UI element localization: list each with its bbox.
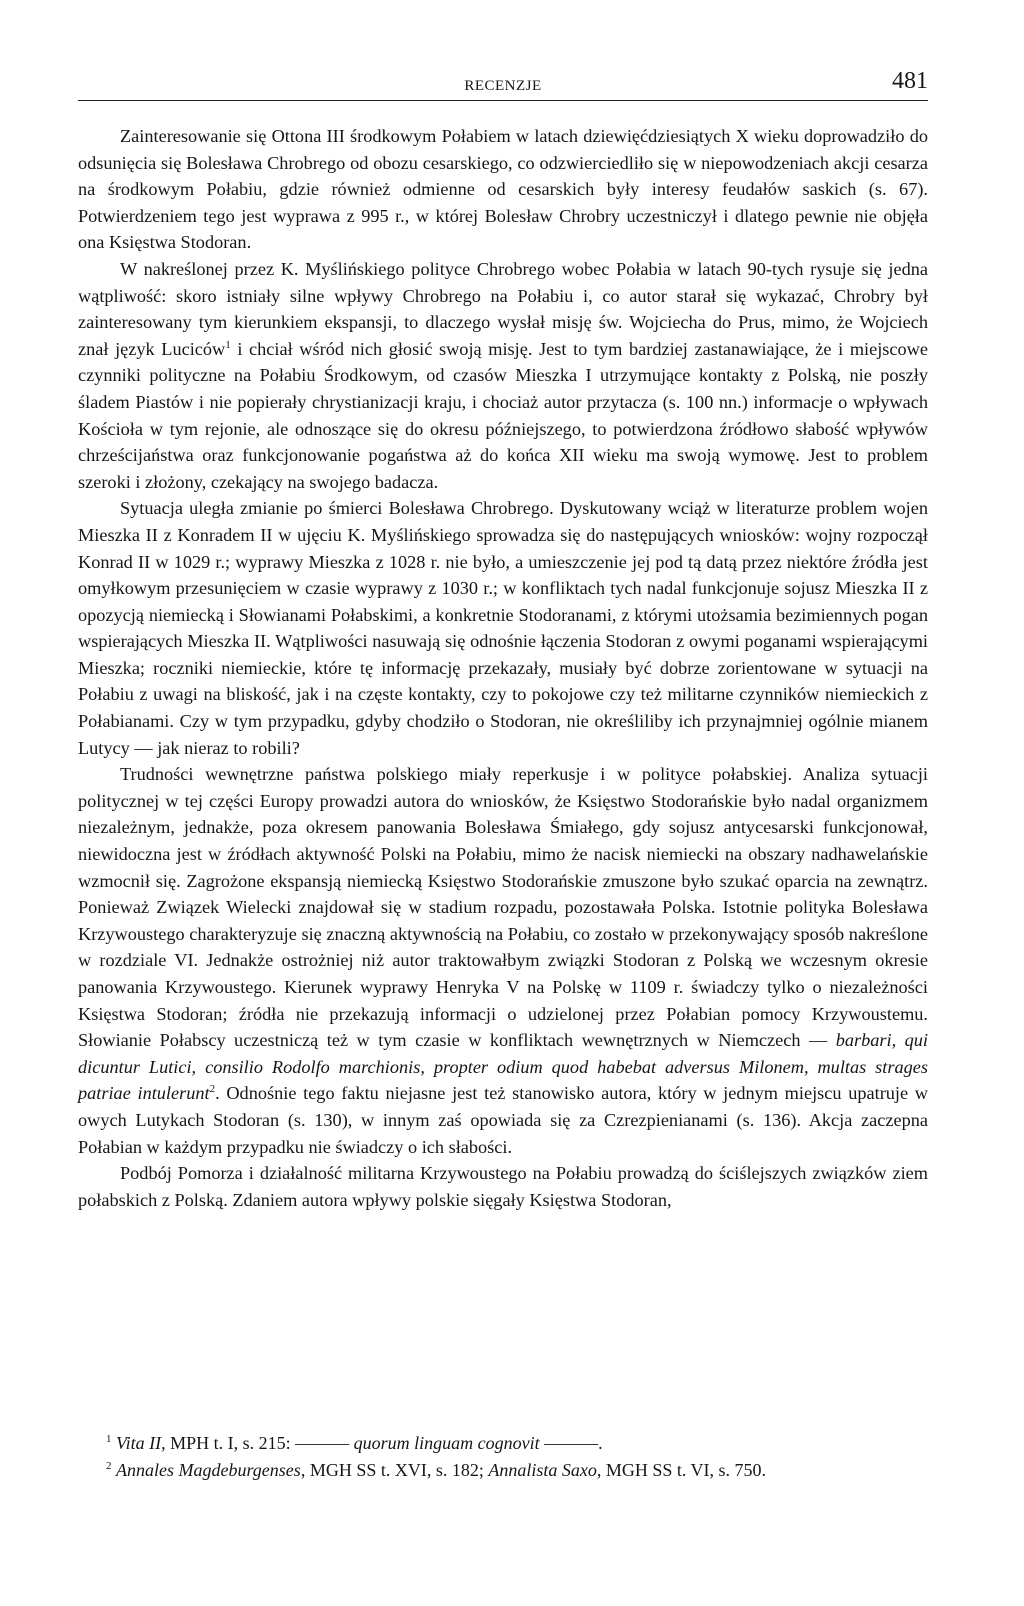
text-run: Sytuacja uległa zmianie po śmierci Bolesława Chrobrego. Dyskutowany wciąż w literaturze problem wojen Mieszka II z Konradem II w ujęciu K. Myślińskiego sprowadza się do następujących wniosków: wojny rozpoczął Konrad II w 1029 r.; wyprawy Mieszka z 1028 r. nie było, a umieszczenie jej pod tą datą przez niektóre źródła jest omyłkowym przesunięciem w czasie wyprawy z 1030 r.; w konfliktach tych nadal funkcjonuje sojusz Mieszka II z opozycją niemiecką i Słowianami Połabskimi, a konkretnie Stodoranami, z którymi utożsamia bezimiennych pogan wspierających Mieszka II. Wątpliwości nasuwają się odnośnie łączenia Stodoran z owymi poganami wspierającymi Mieszka; roczniki niemieckie, które tę informację przekazały, musiały być dobrze zorientowane w sytuacji na Połabiu z uwagi na bliskość, jak i na częste kontakty, czy to pokojowe czy też militarne czynników niemieckich z Połabianami. Czy w tym przypadku, gdyby chodziło o Stodoran, nie określiliby ich przynajmniej ogólnie mianem Lutycy — jak nieraz to robili? — [78, 498, 928, 758]
paragraph — [78, 495, 928, 761]
footnote-marker: 1 — [106, 1433, 112, 1445]
text-run: . Odnośnie tego faktu niejasne jest też stanowisko autora, który w jednym miejscu upatruje w owych Lutykach Stodoran (s. 130), w innym zaś opowiada się za Czrezpienianami (s. 136). Akcja zaczepna Połabian w każdym przypadku nie świadczy o ich słabości. — [78, 1083, 928, 1157]
footnotes — [78, 1430, 928, 1484]
text-run: Podbój Pomorza i działalność militarna Krzywoustego na Połabiu prowadzą do ściślejszych związków ziem połabskich z Polską. Zdaniem autora wpływy polskie sięgały Księstwa Stodoran, — [78, 1163, 928, 1210]
italic-text: Annalista Saxo — [488, 1460, 597, 1480]
page — [78, 60, 928, 1480]
page-header — [78, 60, 928, 101]
text-run: i chciał wśród nich głosić swoją misję. Jest to tym bardziej zastanawiające, że i miejscowe czynniki polityczne na Połabiu Środkowym, od czasów Mieszka I utrzymujące kontakty z Polską, nie poszły śladem Piastów i nie popierały chrystianizacji kraju, i chociaż autor przytacza (s. 100 nn.) informacje o wpływach Kościoła w tym rejonie, ale odnoszące się do okresu późniejszego, to potwierdzona źródłowo słabość wpływów chrześcijaństwa oraz funkcjonowanie pogaństwa aż do końca XII wieku ma swoją wymowę. Jest to problem szeroki i złożony, czekający na swojego badacza. — [78, 338, 928, 492]
text-run: ———. — [539, 1433, 603, 1453]
paragraph — [78, 256, 928, 495]
italic-text: Annales Magdeburgenses — [116, 1460, 301, 1480]
running-head: RECENZJE — [464, 78, 542, 94]
text-run: Zainteresowanie się Ottona III środkowym Połabiem w latach dziewięćdziesiątych X wieku doprowadziło do odsunięcia się Bolesława Chrobrego od obozu cesarskiego, co odzwierciedliło się w niepowodzeniach akcji cesarza na środkowym Połabiu, gdzie również odmienne od cesarskich były interesy feudałów saskich (s. 67). Potwierdzeniem tego jest wyprawa z 995 r., w której Bolesław Chrobry uczestniczył i dlatego pewnie nie objęła ona Księstwa Stodoran. — [78, 126, 928, 253]
page-number: 481 — [892, 68, 928, 94]
text-run: W nakreślonej przez K. Myślińskiego polityce Chrobrego wobec Połabia w latach 90-tych rysuje się jedna wątpliwość: skoro istniały silne wpływy Chrobrego na Połabiu i, co autor starał się wykazać, Chrobry był zainteresowany tym kierunkiem ekspansji, to dlaczego wysłał misję św. Wojciecha do Prus, mimo, że Wojciech znał język Luciców — [78, 258, 928, 359]
footnote-marker: 1 — [225, 338, 231, 351]
footnote — [78, 1457, 928, 1484]
italic-text: barbari, qui dicuntur Lutici, consilio Rodolfo marchionis, propter odium quod habebat adversus Milonem, multas strages patriae intulerunt — [78, 1030, 928, 1104]
text-run: , MGH SS t. XVI, s. 182; — [300, 1460, 489, 1480]
paragraph — [78, 123, 928, 256]
footnote-marker: 2 — [106, 1460, 112, 1472]
paragraph — [78, 761, 928, 1160]
text-run: Trudności wewnętrzne państwa polskiego miały reperkusje i w polityce połabskiej. Analiza sytuacji politycznej w tej części Europy prowadzi autora do wniosków, że Księstwo Stodorańskie było nadal organizmem niezależnym, jednakże, poza okresem panowania Bolesława Śmiałego, gdy sojusz antycesarski funkcjonował, niewidoczna jest w źródłach aktywność Polski na Połabiu, mimo że nacisk niemiecki na obszary nadhawelańskie wzmocnił się. Zagrożone ekspansją niemiecką Księstwo Stodorańskie zmuszone było szukać oparcia na zewnątrz. Ponieważ Związek Wielecki znajdował się w stadium rozpadu, pozostawała Polska. Istotnie polityka Bolesława Krzywoustego charakteryzuje się znaczną aktywnością na Połabiu, co zostało w przekonywający sposób nakreślone w rozdziale VI. Jednakże ostrożniej niż autor traktowałbym związki Stodoran z Polską we wczesnym okresie panowania Krzywoustego. Kierunek wyprawy Henryka V na Polskę w 1109 r. świadczy tylko o niezależności Księstwa Stodoran; źródła nie przekazują informacji o udzielonej przez Połabian pomocy Krzywoustemu. Słowianie Połabscy uczestniczą też w tym czasie w konfliktach wewnętrznych w Niemczech — — [78, 764, 928, 1051]
text-run: , MGH SS t. VI, s. 750. — [596, 1460, 767, 1480]
paragraph — [78, 1160, 928, 1213]
footnote-marker: 2 — [209, 1083, 216, 1096]
italic-text: quorum linguam cognovit — [353, 1433, 540, 1453]
text-run: , MPH t. I, s. 215: ——— — [161, 1433, 354, 1453]
footnote — [78, 1430, 928, 1457]
italic-text: Vita II — [116, 1433, 162, 1453]
body-text — [78, 123, 928, 1213]
